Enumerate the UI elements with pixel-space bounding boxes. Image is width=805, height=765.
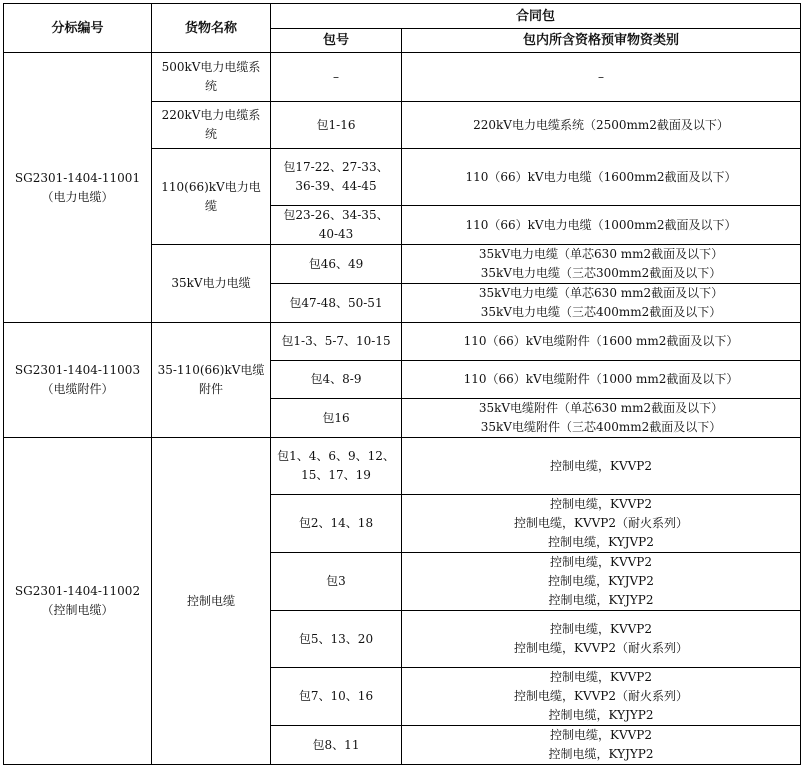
category-cell: [402, 206, 801, 245]
text-line: 控制电缆，KVVP2: [550, 670, 653, 684]
text-line: SG2301-1404-11003: [14, 363, 141, 377]
category-cell: [402, 361, 801, 399]
goods-name-cell: 220kV电力电缆系统: [152, 102, 271, 149]
category-cell: [402, 611, 801, 668]
package-no-cell: 包16: [271, 399, 402, 438]
text-line: –: [598, 69, 604, 84]
goods-name-cell: 110(66)kV电力电缆: [152, 149, 271, 245]
lot-number-cell: [4, 438, 152, 765]
text-line: 110（66）kV电力电缆（1000mm2截面及以下）: [465, 217, 737, 232]
package-no-cell: 包1、4、6、9、12、15、17、19: [271, 438, 402, 495]
package-no-cell: 包1-3、5-7、10-15: [271, 323, 402, 361]
lot-number-cell: [4, 323, 152, 438]
text-line: 110（66）kV电力电缆（1600mm2截面及以下）: [465, 169, 737, 184]
category-cell: [402, 438, 801, 495]
text-line: 220kV电力电缆系统（2500mm2截面及以下）: [473, 117, 729, 132]
text-line: 控制电缆，KYJYP2: [548, 747, 654, 761]
text-line: 控制电缆，KYJYP2: [548, 593, 654, 607]
category-cell: [402, 323, 801, 361]
text-line: （电力电缆）: [41, 189, 114, 204]
header-lot-no: 分标编号: [4, 4, 152, 53]
category-cell: [402, 726, 801, 765]
lot-number-cell: [4, 53, 152, 323]
text-line: 35kV电力电缆（三芯300mm2截面及以下）: [480, 266, 722, 280]
header-package-no: 包号: [271, 29, 402, 53]
text-line: 110（66）kV电缆附件（1600 mm2截面及以下）: [463, 334, 739, 348]
text-line: （电缆附件）: [41, 382, 114, 396]
text-line: 控制电缆，KVVP2: [550, 555, 653, 569]
package-no-cell: 包8、11: [271, 726, 402, 765]
text-line: 控制电缆，KVVP2（耐火系列）: [514, 516, 689, 530]
package-no-cell: 包3: [271, 553, 402, 611]
package-no-cell: 包5、13、20: [271, 611, 402, 668]
category-cell: [402, 102, 801, 149]
package-no-cell: 包1-16: [271, 102, 402, 149]
table-row: [4, 53, 801, 102]
category-cell: [402, 399, 801, 438]
category-cell: [402, 495, 801, 553]
category-cell: [402, 53, 801, 102]
text-line: 控制电缆，KYJVP2: [548, 535, 654, 549]
goods-name-cell: 控制电缆: [152, 438, 271, 765]
package-no-cell: 包47-48、50-51: [271, 284, 402, 323]
header-category: 包内所含资格预审物资类别: [402, 29, 801, 53]
text-line: 控制电缆，KVVP2（耐火系列）: [514, 689, 689, 703]
header-goods-name: 货物名称: [152, 4, 271, 53]
text-line: 控制电缆，KYJVP2: [548, 574, 654, 588]
package-no-cell: 包7、10、16: [271, 668, 402, 726]
text-line: 控制电缆，KYJYP2: [548, 708, 654, 722]
category-cell: [402, 553, 801, 611]
table-row: [4, 323, 801, 361]
package-no-cell: 包17-22、27-33、36-39、44-45: [271, 149, 402, 206]
package-no-cell: 包2、14、18: [271, 495, 402, 553]
text-line: 35kV电缆附件（单芯630 mm2截面及以下）: [478, 401, 724, 415]
text-line: 35kV电力电缆（三芯400mm2截面及以下）: [480, 305, 722, 319]
header-row-1: [4, 4, 801, 29]
table-row: [4, 438, 801, 495]
text-line: 控制电缆，KVVP2: [550, 622, 653, 636]
text-line: 控制电缆，KVVP2: [550, 728, 653, 742]
package-no-cell: –: [271, 53, 402, 102]
goods-name-cell: 35kV电力电缆: [152, 245, 271, 323]
text-line: 控制电缆，KVVP2（耐火系列）: [514, 641, 689, 655]
category-cell: [402, 284, 801, 323]
text-line: 控制电缆，KVVP2: [550, 497, 653, 511]
goods-name-cell: 500kV电力电缆系统: [152, 53, 271, 102]
package-no-cell: 包23-26、34-35、40-43: [271, 206, 402, 245]
category-cell: [402, 245, 801, 284]
text-line: 35kV电缆附件（三芯400mm2截面及以下）: [480, 420, 722, 434]
text-line: SG2301-1404-11001: [14, 170, 141, 185]
text-line: SG2301-1404-11002: [14, 584, 141, 598]
text-line: 35kV电力电缆（单芯630 mm2截面及以下）: [478, 247, 724, 261]
goods-name-cell: 35-110(66)kV电缆附件: [152, 323, 271, 438]
category-cell: [402, 149, 801, 206]
category-cell: [402, 668, 801, 726]
text-line: 110（66）kV电缆附件（1000 mm2截面及以下）: [463, 372, 739, 386]
text-line: 控制电缆，KVVP2: [550, 458, 653, 473]
text-line: （控制电缆）: [41, 603, 114, 617]
prequalification-table: [3, 3, 801, 765]
table-body: [4, 53, 801, 765]
package-no-cell: 包46、49: [271, 245, 402, 284]
package-no-cell: 包4、8-9: [271, 361, 402, 399]
text-line: 35kV电力电缆（单芯630 mm2截面及以下）: [478, 286, 724, 300]
header-contract-package: 合同包: [271, 4, 801, 29]
